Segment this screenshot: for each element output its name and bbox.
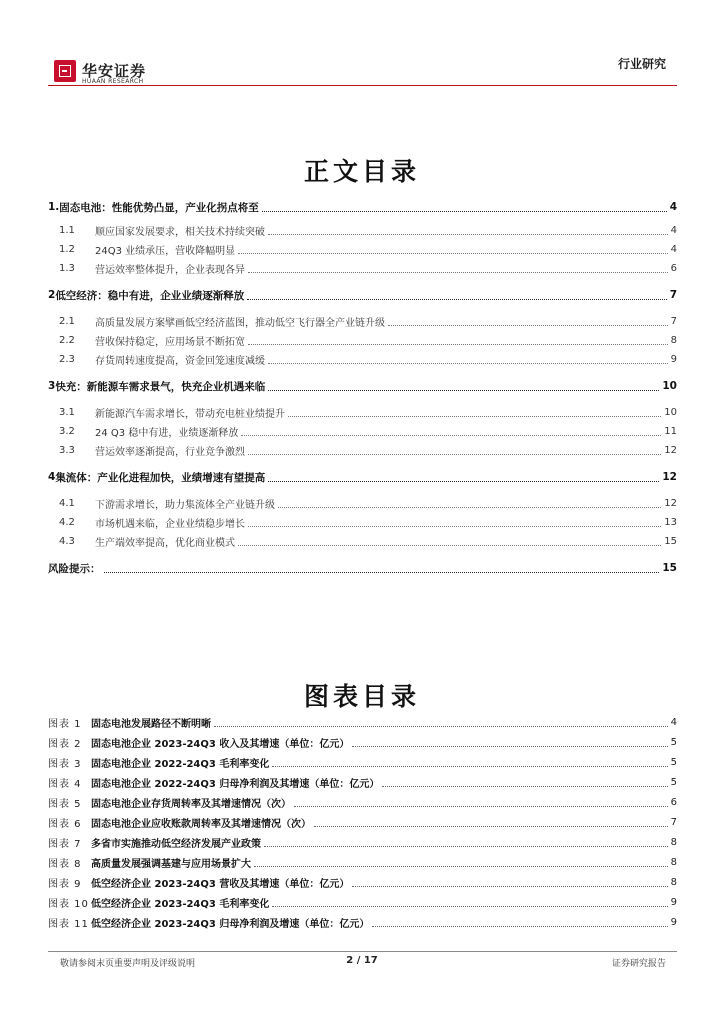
toc-item-title: 存货周转速度提高，资金回笼速度减缓 bbox=[95, 355, 265, 367]
leader-dots bbox=[352, 886, 667, 887]
leader-dots bbox=[382, 786, 667, 787]
figure-label: 图表 9 bbox=[48, 878, 82, 890]
toc-item-page: 15 bbox=[662, 562, 677, 574]
toc-item-page: 7 bbox=[670, 315, 677, 327]
leader-dots bbox=[248, 454, 661, 455]
figure-page: 8 bbox=[670, 836, 677, 848]
toc-item-number: 4.2 bbox=[59, 516, 75, 528]
figure-label: 图表 5 bbox=[48, 798, 82, 810]
toc-item[interactable] bbox=[48, 404, 677, 420]
leader-dots bbox=[272, 906, 667, 907]
toc-item-number: 4 bbox=[48, 471, 56, 483]
figure-label: 图表 10 bbox=[48, 898, 89, 910]
figure-page: 5 bbox=[670, 776, 677, 788]
toc-item[interactable] bbox=[48, 332, 677, 348]
figure-page: 9 bbox=[670, 916, 677, 928]
figures-list bbox=[48, 714, 677, 930]
figure-label: 图表 4 bbox=[48, 778, 82, 790]
toc-item[interactable] bbox=[48, 560, 677, 576]
figure-page: 8 bbox=[670, 856, 677, 868]
leader-dots bbox=[294, 806, 668, 807]
figure-title: 低空经济企业 2023-24Q3 归母净利润及增速（单位：亿元） bbox=[91, 918, 370, 930]
toc-item[interactable] bbox=[48, 199, 677, 215]
toc-item-page: 6 bbox=[670, 262, 677, 274]
toc-item[interactable] bbox=[48, 378, 677, 394]
figure-title: 低空经济企业 2023-24Q3 营收及其增速（单位：亿元） bbox=[91, 878, 350, 890]
figure-item[interactable] bbox=[48, 814, 677, 830]
toc-item-number: 1. bbox=[48, 201, 60, 213]
toc-item-number: 3 bbox=[48, 380, 56, 392]
figure-item[interactable] bbox=[48, 854, 677, 870]
toc-item[interactable] bbox=[48, 533, 677, 549]
figure-item[interactable] bbox=[48, 874, 677, 890]
toc-item-title: 高质量发展方案擘画低空经济蓝图，推动低空飞行器全产业链升级 bbox=[95, 317, 385, 329]
figure-title: 固态电池企业应收账款周转率及其增速情况（次） bbox=[91, 818, 311, 830]
toc-item-number: 3.1 bbox=[59, 406, 75, 418]
brand-name: 华安证券 bbox=[82, 62, 147, 80]
figure-title: 高质量发展强调基建与应用场景扩大 bbox=[91, 858, 251, 870]
figure-page: 6 bbox=[670, 796, 677, 808]
toc-item-page: 12 bbox=[662, 471, 677, 483]
figure-item[interactable] bbox=[48, 794, 677, 810]
figure-label: 图表 8 bbox=[48, 858, 82, 870]
toc-item-number: 1.1 bbox=[59, 224, 75, 236]
leader-dots bbox=[248, 344, 668, 345]
toc-item-title: 下游需求增长，助力集流体全产业链升级 bbox=[95, 499, 275, 511]
toc-item[interactable] bbox=[48, 423, 677, 439]
toc-item-page: 8 bbox=[670, 334, 677, 346]
toc-item-number: 1.2 bbox=[59, 243, 75, 255]
leader-dots bbox=[214, 726, 668, 727]
leader-dots bbox=[238, 545, 661, 546]
leader-dots bbox=[241, 435, 661, 436]
brand-name-en: HUAAN RESEARCH bbox=[82, 78, 144, 85]
leader-dots bbox=[238, 253, 667, 254]
toc-item-number: 2.2 bbox=[59, 334, 75, 346]
leader-dots bbox=[278, 507, 661, 508]
toc-item-title: 快充：新能源车需求景气，快充企业机遇来临 bbox=[55, 380, 266, 393]
figure-page: 5 bbox=[670, 756, 677, 768]
figure-title: 固态电池企业 2022-24Q3 毛利率变化 bbox=[91, 758, 270, 770]
leader-dots bbox=[262, 211, 667, 212]
figure-item[interactable] bbox=[48, 894, 677, 910]
figure-title: 低空经济企业 2023-24Q3 毛利率变化 bbox=[91, 898, 270, 910]
toc-item-number: 1.3 bbox=[59, 262, 75, 274]
toc-item-number: 2.3 bbox=[59, 353, 75, 365]
toc-item-page: 4 bbox=[670, 243, 677, 255]
leader-dots bbox=[388, 325, 668, 326]
toc-item-page: 4 bbox=[669, 201, 677, 213]
toc-item-title: 风险提示： bbox=[48, 562, 101, 575]
toc-item-number: 2.1 bbox=[59, 315, 75, 327]
figure-label: 图表 7 bbox=[48, 838, 82, 850]
toc-item-title: 市场机遇来临，企业业绩稳步增长 bbox=[95, 518, 245, 530]
toc-item[interactable] bbox=[48, 260, 677, 276]
figure-label: 图表 6 bbox=[48, 818, 82, 830]
toc-list bbox=[48, 199, 677, 579]
toc-item-page: 4 bbox=[670, 224, 677, 236]
toc-item-page: 11 bbox=[664, 425, 677, 437]
toc-item[interactable] bbox=[48, 495, 677, 511]
toc-item-page: 15 bbox=[664, 535, 677, 547]
brand-logo-icon bbox=[54, 60, 76, 82]
toc-item-number: 2 bbox=[48, 289, 56, 301]
toc-item-number: 4.3 bbox=[59, 535, 75, 547]
figure-title: 固态电池企业 2023-24Q3 收入及其增速（单位：亿元） bbox=[91, 738, 350, 750]
toc-item-title: 低空经济：稳中有进，企业业绩逐渐释放 bbox=[55, 289, 245, 302]
toc-item-title: 顺应国家发展要求，相关技术持续突破 bbox=[95, 226, 265, 238]
toc-item-title: 营运效率逐渐提高，行业竞争激烈 bbox=[95, 446, 245, 458]
toc-item[interactable] bbox=[48, 287, 677, 303]
leader-dots bbox=[272, 766, 667, 767]
leader-dots bbox=[264, 846, 668, 847]
toc-title: 正文目录 bbox=[303, 157, 420, 186]
figure-label: 图表 11 bbox=[48, 918, 89, 930]
toc-item[interactable] bbox=[48, 442, 677, 458]
leader-dots bbox=[352, 746, 667, 747]
leader-dots bbox=[248, 526, 661, 527]
figure-title: 多省市实施推动低空经济发展产业政策 bbox=[91, 838, 261, 850]
section-label: 行业研究 bbox=[617, 57, 666, 71]
toc-item-page: 12 bbox=[664, 497, 677, 509]
toc-item[interactable] bbox=[48, 313, 677, 329]
toc-item-page: 9 bbox=[670, 353, 677, 365]
toc-item-page: 10 bbox=[664, 406, 677, 418]
toc-item-page: 7 bbox=[669, 289, 677, 301]
figure-item[interactable] bbox=[48, 754, 677, 770]
figure-label: 图表 1 bbox=[48, 718, 82, 730]
toc-item-number: 4.1 bbox=[59, 497, 75, 509]
figure-title: 固态电池发展路径不断明晰 bbox=[91, 718, 211, 730]
toc-item-title: 生产端效率提高，优化商业模式 bbox=[95, 537, 235, 549]
leader-dots bbox=[248, 272, 668, 273]
figure-title: 固态电池企业存货周转率及其增速情况（次） bbox=[91, 798, 291, 810]
header-divider bbox=[48, 85, 677, 86]
figure-page: 8 bbox=[670, 876, 677, 888]
toc-item-number: 3.2 bbox=[59, 425, 75, 437]
toc-item[interactable] bbox=[48, 469, 677, 485]
leader-dots bbox=[104, 572, 660, 573]
figure-item[interactable] bbox=[48, 734, 677, 750]
figures-title: 图表目录 bbox=[303, 682, 420, 711]
toc-item-page: 10 bbox=[662, 380, 677, 392]
toc-item-title: 新能源汽车需求增长，带动充电桩业绩提升 bbox=[95, 408, 285, 420]
leader-dots bbox=[268, 481, 659, 482]
toc-item[interactable] bbox=[48, 241, 677, 257]
leader-dots bbox=[268, 363, 668, 364]
leader-dots bbox=[254, 866, 668, 867]
figure-label: 图表 2 bbox=[48, 738, 82, 750]
page-indicator: 2 / 17 bbox=[346, 955, 378, 966]
leader-dots bbox=[268, 390, 659, 391]
figure-title: 固态电池企业 2022-24Q3 归母净利润及其增速（单位：亿元） bbox=[91, 778, 380, 790]
figure-page: 7 bbox=[670, 816, 677, 828]
footer-disclaimer: 敬请参阅末页重要声明及评级说明 bbox=[60, 959, 196, 969]
toc-item-title: 营收保持稳定，应用场景不断拓宽 bbox=[95, 336, 245, 348]
toc-item[interactable] bbox=[48, 514, 677, 530]
footer-doc-type: 证券研究报告 bbox=[611, 959, 666, 969]
figure-page: 9 bbox=[670, 896, 677, 908]
toc-item-title: 固态电池：性能优势凸显，产业化拐点将至 bbox=[59, 201, 259, 214]
figure-page: 4 bbox=[670, 716, 677, 728]
toc-item[interactable] bbox=[48, 222, 677, 238]
toc-item[interactable] bbox=[48, 351, 677, 367]
toc-item-title: 24 Q3 稳中有进，业绩逐渐释放 bbox=[95, 427, 239, 439]
toc-item-title: 集流体：产业化进程加快，业绩增速有望提高 bbox=[55, 471, 266, 484]
figure-page: 5 bbox=[670, 736, 677, 748]
figure-item[interactable] bbox=[48, 914, 677, 930]
toc-item-page: 13 bbox=[664, 516, 677, 528]
toc-item-title: 营运效率整体提升，企业表现各异 bbox=[95, 264, 245, 276]
toc-item-title: 24Q3 业绩承压，营收降幅明显 bbox=[95, 245, 236, 257]
figure-item[interactable] bbox=[48, 834, 677, 850]
leader-dots bbox=[268, 234, 668, 235]
toc-item-number: 3.3 bbox=[59, 444, 75, 456]
leader-dots bbox=[372, 926, 667, 927]
figure-item[interactable] bbox=[48, 714, 677, 730]
footer-divider bbox=[48, 951, 677, 952]
figure-label: 图表 3 bbox=[48, 758, 82, 770]
leader-dots bbox=[314, 826, 668, 827]
leader-dots bbox=[247, 299, 666, 300]
toc-item-page: 12 bbox=[664, 444, 677, 456]
figure-item[interactable] bbox=[48, 774, 677, 790]
leader-dots bbox=[288, 416, 661, 417]
